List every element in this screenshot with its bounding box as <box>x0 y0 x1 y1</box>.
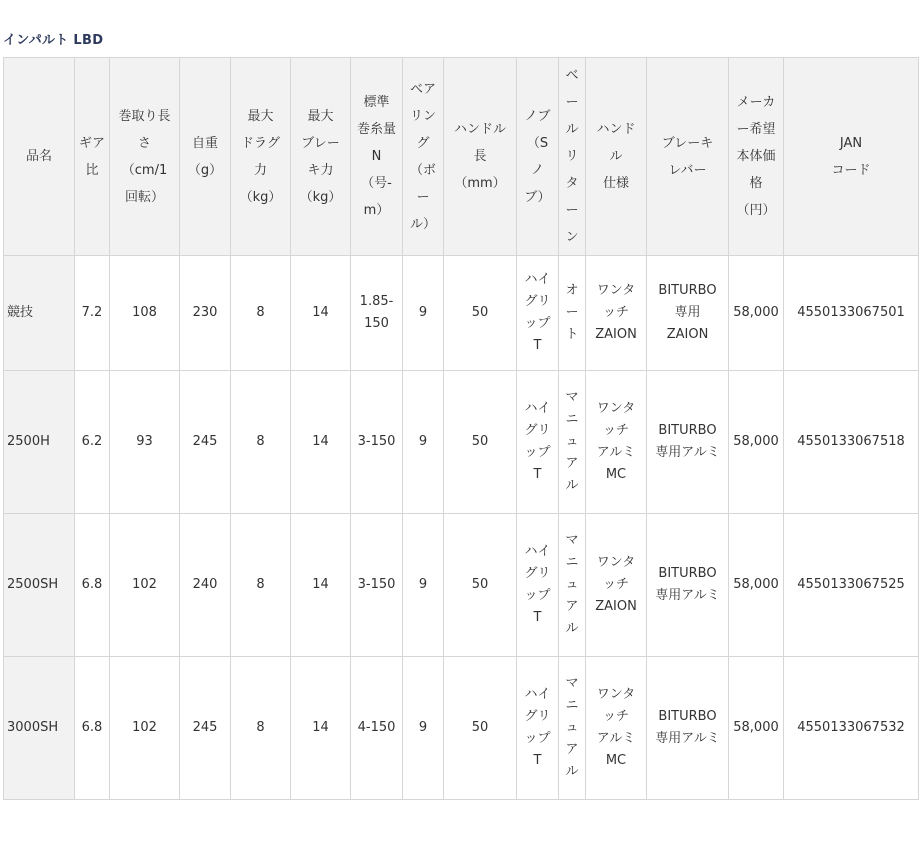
header-bearings: ベア リン グ （ボ ー ル） <box>403 58 444 256</box>
cell-price: 58,000 <box>729 514 784 657</box>
cell-handle-spec: ワンタ ッチ アルミ MC <box>586 657 647 800</box>
cell-knob: ハイ グリ ップ T <box>517 657 559 800</box>
cell-max-brake: 14 <box>291 256 351 371</box>
cell-price: 58,000 <box>729 657 784 800</box>
table-row <box>4 514 919 657</box>
cell-line-capacity: 4-150 <box>351 657 403 800</box>
cell-bail-return: マ ニ ュ ア ル <box>559 657 586 800</box>
cell-max-brake: 14 <box>291 657 351 800</box>
cell-bearings: 9 <box>403 371 444 514</box>
cell-retrieve-length: 108 <box>110 256 180 371</box>
cell-weight: 240 <box>180 514 231 657</box>
table-row <box>4 657 919 800</box>
cell-price: 58,000 <box>729 371 784 514</box>
header-jan-code: JAN コード <box>784 58 919 256</box>
cell-product-name: 競技 <box>4 256 75 371</box>
cell-max-brake: 14 <box>291 514 351 657</box>
cell-max-drag: 8 <box>231 514 291 657</box>
cell-retrieve-length: 102 <box>110 514 180 657</box>
header-max-drag: 最大 ドラグ 力 （kg） <box>231 58 291 256</box>
cell-knob: ハイ グリ ップ T <box>517 256 559 371</box>
header-handle-length: ハンドル 長 （mm） <box>444 58 517 256</box>
table-row <box>4 256 919 371</box>
cell-handle-length: 50 <box>444 256 517 371</box>
header-brake-lever: ブレーキ レバー <box>647 58 729 256</box>
cell-jan-code: 4550133067501 <box>784 256 919 371</box>
cell-retrieve-length: 93 <box>110 371 180 514</box>
cell-bearings: 9 <box>403 256 444 371</box>
cell-line-capacity: 3-150 <box>351 371 403 514</box>
header-product-name: 品名 <box>4 58 75 256</box>
cell-max-drag: 8 <box>231 256 291 371</box>
header-knob: ノブ （S ノ ブ） <box>517 58 559 256</box>
cell-brake-lever: BITURBO 専用 ZAION <box>647 256 729 371</box>
cell-handle-length: 50 <box>444 514 517 657</box>
cell-handle-spec: ワンタ ッチ アルミ MC <box>586 371 647 514</box>
header-max-brake: 最大 ブレー キ力 （kg） <box>291 58 351 256</box>
cell-gear-ratio: 6.2 <box>75 371 110 514</box>
header-handle-spec: ハンド ル 仕様 <box>586 58 647 256</box>
cell-weight: 230 <box>180 256 231 371</box>
cell-handle-spec: ワンタ ッチ ZAION <box>586 256 647 371</box>
header-price: メーカ ー希望 本体価 格 （円） <box>729 58 784 256</box>
cell-jan-code: 4550133067518 <box>784 371 919 514</box>
cell-product-name: 2500SH <box>4 514 75 657</box>
table-header-row <box>4 58 919 256</box>
cell-line-capacity: 3-150 <box>351 514 403 657</box>
cell-brake-lever: BITURBO 専用アルミ <box>647 514 729 657</box>
cell-brake-lever: BITURBO 専用アルミ <box>647 371 729 514</box>
cell-line-capacity: 1.85- 150 <box>351 256 403 371</box>
cell-max-brake: 14 <box>291 371 351 514</box>
cell-knob: ハイ グリ ップ T <box>517 371 559 514</box>
table-row <box>4 371 919 514</box>
header-gear-ratio: ギア 比 <box>75 58 110 256</box>
spec-table <box>3 57 919 800</box>
cell-weight: 245 <box>180 371 231 514</box>
cell-jan-code: 4550133067532 <box>784 657 919 800</box>
cell-product-name: 3000SH <box>4 657 75 800</box>
cell-gear-ratio: 6.8 <box>75 657 110 800</box>
page-title: インパルト LBD <box>3 33 104 48</box>
cell-jan-code: 4550133067525 <box>784 514 919 657</box>
cell-gear-ratio: 7.2 <box>75 256 110 371</box>
cell-handle-length: 50 <box>444 657 517 800</box>
header-weight: 自重 （g） <box>180 58 231 256</box>
cell-bearings: 9 <box>403 657 444 800</box>
cell-max-drag: 8 <box>231 371 291 514</box>
cell-knob: ハイ グリ ップ T <box>517 514 559 657</box>
cell-weight: 245 <box>180 657 231 800</box>
cell-bearings: 9 <box>403 514 444 657</box>
cell-handle-length: 50 <box>444 371 517 514</box>
cell-max-drag: 8 <box>231 657 291 800</box>
cell-gear-ratio: 6.8 <box>75 514 110 657</box>
cell-bail-return: オ ー ト <box>559 256 586 371</box>
cell-product-name: 2500H <box>4 371 75 514</box>
header-bail-return: ベ ー ル リ タ ー ン <box>559 58 586 256</box>
cell-handle-spec: ワンタ ッチ ZAION <box>586 514 647 657</box>
cell-price: 58,000 <box>729 256 784 371</box>
cell-bail-return: マ ニ ュ ア ル <box>559 371 586 514</box>
header-line-capacity: 標準 巻糸量 N （号- m） <box>351 58 403 256</box>
header-retrieve-length: 巻取り長 さ （cm/1 回転） <box>110 58 180 256</box>
cell-brake-lever: BITURBO 専用アルミ <box>647 657 729 800</box>
cell-retrieve-length: 102 <box>110 657 180 800</box>
cell-bail-return: マ ニ ュ ア ル <box>559 514 586 657</box>
